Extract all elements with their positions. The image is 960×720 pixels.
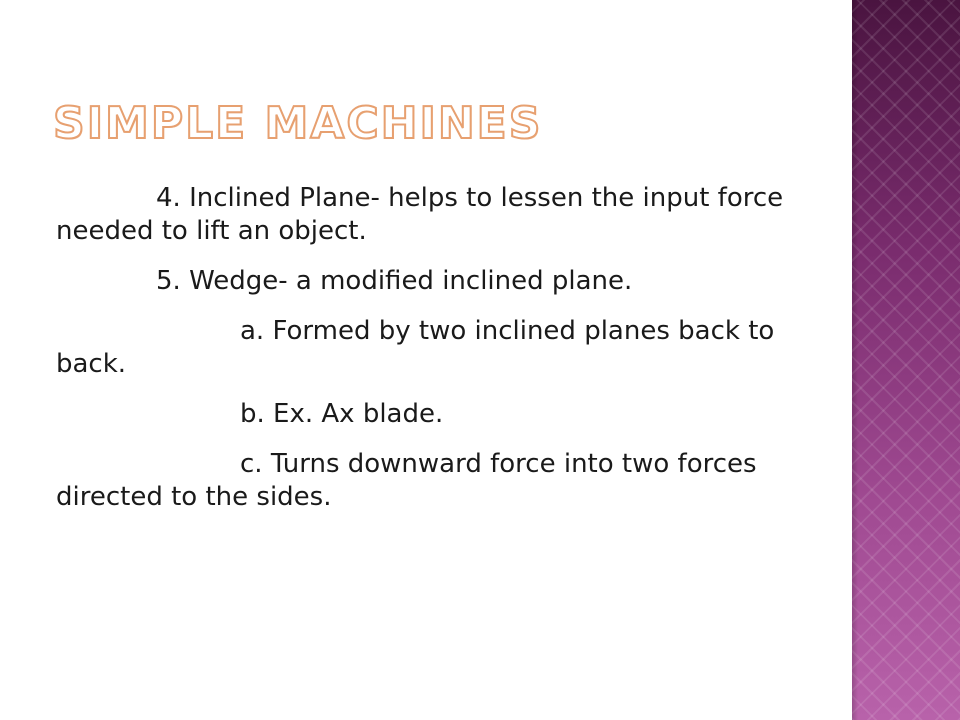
body-paragraph-wedge-a: a. Formed by two inclined planes back to back. [56, 316, 775, 379]
slide-body [56, 182, 816, 531]
body-paragraph-wedge-b: b. Ex. Ax blade. [240, 399, 444, 429]
decorative-side-band [852, 0, 960, 720]
body-paragraph-wedge-c: c. Turns downward force into two forces directed to the sides. [56, 449, 757, 512]
body-paragraph-inclined-plane: 4. Inclined Plane- helps to lessen the input force needed to lift an object. [56, 183, 784, 246]
body-paragraph-wedge: 5. Wedge- a modified inclined plane. [156, 266, 633, 296]
slide-title: SIMPLE MACHINES [53, 98, 543, 149]
